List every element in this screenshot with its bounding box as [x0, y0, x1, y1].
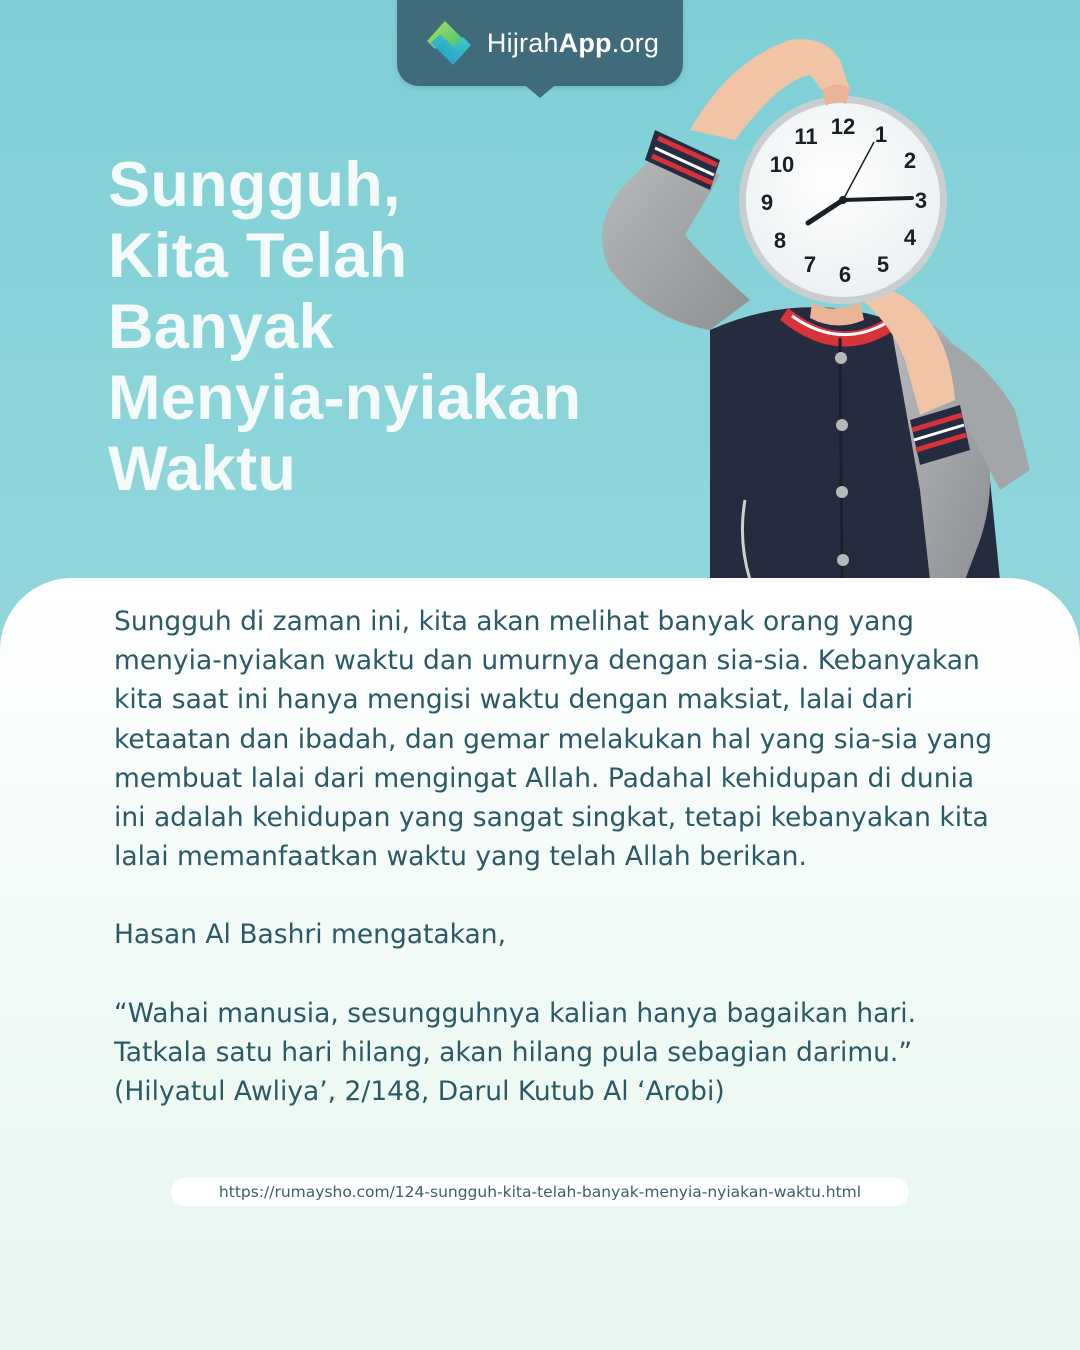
article-quote: “Wahai manusia, sesungguhnya kalian hanya bagaikan hari. Tatkala satu hari hilang, akan hilang pula sebagian darimu.” (Hilyatul Awliya’, 2/148, Darul Kutub Al ‘Arobi)	[114, 997, 917, 1108]
clock-numeral-2: 2	[903, 148, 917, 173]
headline-line-1: Sungguh,	[108, 150, 401, 220]
headline-line-4: Menyia-nyiakan	[108, 363, 582, 433]
wall-clock	[739, 96, 947, 304]
article-paragraph-2: Hasan Al Bashri mengatakan,	[114, 919, 506, 951]
clock-numeral-7: 7	[803, 252, 817, 277]
jacket-button-3	[836, 486, 848, 498]
headline-line-3: Banyak	[108, 292, 334, 362]
jacket-button-4	[837, 554, 849, 566]
source-url: https://rumaysho.com/124-sungguh-kita-telah-banyak-menyia-nyiakan-waktu.html	[171, 1178, 909, 1206]
left-sleeve	[602, 150, 750, 330]
headline-line-2: Kita Telah	[108, 221, 408, 291]
clock-numeral-11: 11	[794, 124, 818, 149]
clock-numeral-10: 10	[769, 152, 795, 177]
brand-name-part2: App	[558, 27, 612, 58]
clock-numeral-3: 3	[914, 188, 928, 213]
headline-line-5: Waktu	[108, 434, 297, 504]
clock-minute-hand	[843, 198, 912, 200]
brand-name-part3: .org	[611, 27, 660, 58]
article-body	[114, 602, 994, 1111]
clock-numeral-6: 6	[838, 262, 852, 287]
clock-numeral-5: 5	[876, 252, 890, 277]
brand-name-part1: Hijrah	[486, 27, 559, 58]
clock-numeral-9: 9	[760, 190, 774, 215]
article-paragraph-1: Sungguh di zaman ini, kita akan melihat banyak orang yang menyia-nyiakan waktu dan umurnya dengan sia-sia. Kebanyakan kita saat ini hanya mengisi waktu dengan maksiat, lalai dari ketaatan dan ibadah, dan gemar melakukan hal yang sia-sia yang membuat lalai dari mengingat Allah. Padahal kehidupan di dunia ini adalah kehidupan yang sangat singkat, tetapi kebanyakan kita lalai memanfaatkan waktu yang telah Allah berikan.	[114, 606, 993, 873]
clock-numeral-1: 1	[874, 122, 888, 147]
clock-numeral-8: 8	[773, 228, 787, 253]
hijrahapp-logo-icon	[421, 15, 477, 71]
clock-numeral-12: 12	[830, 114, 856, 139]
jacket-button-1	[835, 352, 847, 364]
person-holding-clock-illustration	[560, 20, 1080, 600]
clock-numeral-4: 4	[903, 225, 917, 250]
jacket-button-2	[836, 419, 848, 431]
